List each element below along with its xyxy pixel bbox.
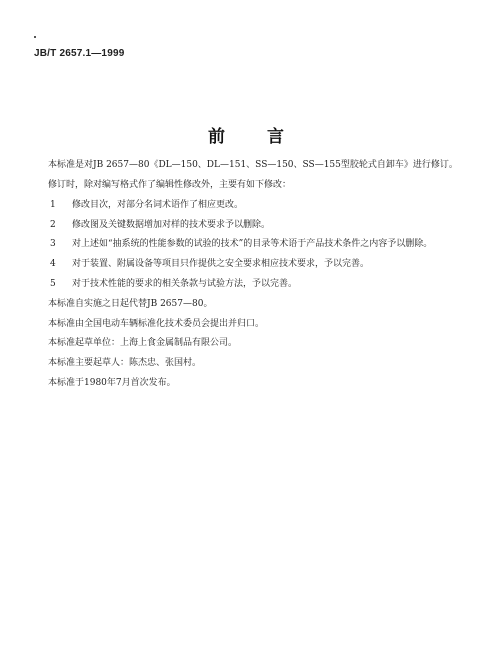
- change-item-number: 1: [50, 199, 56, 210]
- change-item-number: 5: [50, 278, 56, 289]
- change-item-3: [36, 235, 460, 255]
- change-item-number: 2: [50, 219, 56, 230]
- scan-speck: [34, 36, 36, 38]
- change-item-text: 对于装置、附属设备等项目只作提供之安全要求相应技术要求，予以完善。: [72, 259, 370, 270]
- change-item-text: 对于技术性能的要求的相关条款与试验方法，予以完善。: [72, 278, 298, 289]
- change-item-4: [36, 255, 460, 275]
- drafters-paragraph: 本标准主要起草人：陈杰忠、张国村。: [48, 358, 202, 369]
- change-item-text: 对上述如“抽系统的性能参数的试验的技术”的目录等术语于产品技术条件之内容予以删除。: [72, 239, 433, 250]
- standard-code: JB/T 2657.1—1999: [34, 48, 125, 59]
- intro-paragraph: 本标准是对JB 2657—80《DL—150、DL—151、SS—150、SS—155型胶轮式自卸车》进行修订。: [48, 160, 458, 170]
- proposed-by-paragraph: 本标准由全国电动车辆标准化技术委员会提出并归口。: [48, 318, 265, 329]
- change-item-number: 3: [50, 239, 56, 250]
- first-issued-paragraph: 本标准于1980年7月首次发布。: [48, 377, 176, 388]
- change-item-text: 修改图及关键数据增加对样的技术要求予以删除。: [72, 219, 271, 230]
- change-item-5: [36, 275, 460, 295]
- changes-intro-paragraph: 修订时，除对编写格式作了编辑性修改外，主要有如下修改：: [48, 180, 292, 190]
- foreword-body: [36, 157, 460, 394]
- drafted-by-paragraph: 本标准起草单位：上海上食金属制品有限公司。: [48, 338, 238, 349]
- page-title: 前 言: [208, 127, 302, 147]
- change-item-text: 修改目次，对部分名词术语作了相应更改。: [72, 199, 244, 210]
- change-item-2: [36, 216, 460, 236]
- change-item-number: 4: [50, 259, 56, 270]
- replaces-paragraph: 本标准自实施之日起代替JB 2657—80。: [48, 298, 213, 309]
- change-item-1: [36, 196, 460, 216]
